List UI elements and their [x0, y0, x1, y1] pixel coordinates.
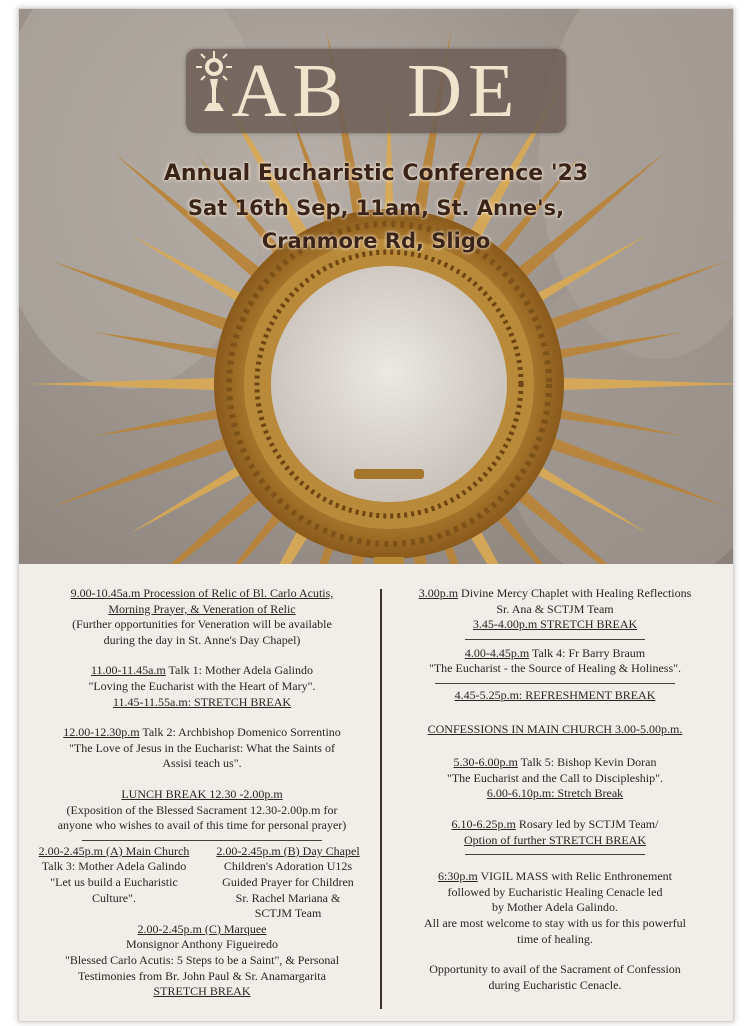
schedule-text	[385, 817, 725, 833]
schedule-text: Monsignor Anthony Figueiredo	[126, 937, 278, 952]
session-b	[199, 844, 377, 922]
section-divider	[465, 854, 645, 855]
schedule-text	[27, 663, 377, 679]
schedule-left-column	[27, 586, 377, 1000]
schedule-text	[385, 755, 725, 771]
column-divider	[380, 589, 382, 1009]
abide-logo	[186, 49, 566, 133]
schedule-item-talk-2	[27, 725, 377, 772]
schedule-time: 3.00p.m	[418, 586, 459, 600]
schedule-text: followed by Eucharistic Healing Cenacle led	[447, 884, 663, 899]
schedule-text: SCTJM Team	[254, 906, 322, 921]
schedule-time: 2.00-2.45p.m (B) Day Chapel	[216, 843, 360, 858]
schedule-text: Children's Adoration U12s	[223, 859, 353, 874]
monstrance-icon	[186, 49, 242, 113]
schedule-text: (Exposition of the Blessed Sacrament 12.30-2.00p.m for	[66, 802, 338, 817]
schedule-text: during the day in St. Anne's Day Chapel)	[103, 632, 301, 647]
schedule-title: Rosary led by SCTJM Team/	[515, 816, 659, 831]
schedule-title: Divine Mercy Chaplet with Healing Reflections	[458, 586, 692, 600]
schedule-panel	[19, 564, 733, 1021]
schedule-item-vigil-mass	[385, 869, 725, 947]
schedule-text: (Further opportunities for Veneration will be available	[72, 617, 332, 632]
schedule-text	[385, 586, 725, 602]
logo-wordmark	[186, 49, 566, 133]
schedule-text: anyone who wishes to avail of this time for personal prayer)	[57, 818, 347, 833]
schedule-text: "Loving the Eucharist with the Heart of Mary".	[88, 678, 316, 693]
schedule-item-talk-1	[27, 663, 377, 710]
schedule-time: 2.00-2.45p.m (C) Marquee	[137, 921, 267, 936]
schedule-break: LUNCH BREAK 12.30 -2.00p.m	[121, 786, 283, 801]
schedule-text: CONFESSIONS IN MAIN CHURCH 3.00-5.00p.m.	[427, 721, 683, 736]
schedule-title: VIGIL MASS with Relic Enthronement	[477, 869, 672, 884]
schedule-text	[385, 646, 725, 662]
conference-title: Annual Eucharistic Conference '23	[163, 161, 589, 186]
schedule-item-confessions	[385, 722, 725, 738]
schedule-item-rosary	[385, 817, 725, 855]
schedule-text	[27, 725, 377, 741]
schedule-item-talk-5	[385, 755, 725, 802]
schedule-text: time of healing.	[517, 931, 593, 946]
schedule-break: STRETCH BREAK	[153, 984, 251, 999]
conference-date-venue: Sat 16th Sep, 11am, St. Anne's,	[187, 196, 565, 220]
schedule-time: 11.00-11.45a.m	[90, 663, 166, 678]
schedule-time: 2.00-2.45p.m (A) Main Church	[38, 843, 190, 858]
schedule-item-confession-opportunity	[385, 962, 725, 993]
schedule-break: 6.00-6.10p.m: Stretch Break	[486, 786, 624, 801]
schedule-parallel-sessions	[27, 844, 377, 922]
schedule-text: "Blessed Carlo Acutis: 5 Steps to be a Saint", & Personal	[64, 952, 340, 967]
schedule-time: 4.00-4.45p.m	[464, 645, 530, 660]
schedule-item-divine-mercy	[385, 586, 725, 640]
conference-address: Cranmore Rd, Sligo	[261, 229, 491, 253]
schedule-break: 4.45-5.25p.m: REFRESHMENT BREAK	[454, 687, 656, 702]
schedule-text: Opportunity to avail of the Sacrament of Confession	[429, 962, 681, 977]
schedule-time: 5.30-6.00p.m	[453, 755, 518, 770]
schedule-time: 6.10-6.25p.m	[451, 816, 516, 831]
schedule-title: Talk 4: Fr Barry Braum	[529, 645, 646, 660]
schedule-text: during Eucharistic Cenacle.	[488, 977, 622, 992]
schedule-text: Guided Prayer for Children	[222, 874, 354, 889]
logo-right: DE	[407, 49, 521, 133]
schedule-text: by Mother Adela Galindo.	[492, 900, 618, 915]
schedule-item-lunch	[27, 787, 377, 841]
section-divider	[82, 840, 322, 841]
schedule-text: Morning Prayer, & Veneration of Relic	[108, 601, 296, 616]
schedule-text: "The Love of Jesus in the Eucharist: What the Saints of	[69, 740, 335, 755]
schedule-title: Talk 1: Mother Adela Galindo	[165, 663, 313, 678]
schedule-text: Culture".	[92, 890, 136, 905]
session-c	[27, 922, 377, 1000]
schedule-text: Sr. Rachel Mariana &	[235, 890, 341, 905]
schedule-time: 12.00-12.30p.m	[63, 725, 140, 740]
schedule-text: Sr. Ana & SCTJM Team	[496, 601, 614, 616]
schedule-break: 3.45-4.00p.m STRETCH BREAK	[472, 617, 638, 632]
schedule-text	[385, 869, 725, 885]
schedule-title: Talk 5: Bishop Kevin Doran	[517, 755, 657, 770]
session-a	[27, 844, 201, 906]
schedule-text: Testimonies from Br. John Paul & Sr. Anamargarita	[78, 968, 326, 983]
schedule-item-talk-4	[385, 646, 725, 684]
schedule-right-column	[385, 586, 725, 993]
schedule-text: "The Eucharist - the Source of Healing & Holiness".	[428, 661, 682, 676]
schedule-time: 6:30p.m	[438, 869, 478, 884]
schedule-text: "The Eucharist and the Call to Discipleship".	[446, 770, 664, 785]
schedule-text: 9.00-10.45a.m Procession of Relic of Bl. Carlo Acutis,	[70, 586, 334, 600]
schedule-text: "Let us build a Eucharistic	[50, 874, 178, 889]
schedule-text: Talk 3: Mother Adela Galindo	[41, 859, 187, 874]
schedule-item-refreshment	[385, 688, 725, 704]
schedule-text: All are most welcome to stay with us for this powerful	[424, 915, 686, 930]
schedule-title: Talk 2: Archbishop Domenico Sorrentino	[139, 725, 341, 740]
logo-left: AB	[231, 49, 350, 133]
schedule-text: Assisi teach us".	[162, 756, 242, 771]
conference-poster	[18, 8, 734, 1022]
section-divider	[435, 683, 675, 684]
schedule-break: Option of further STRETCH BREAK	[464, 832, 646, 847]
section-divider	[465, 639, 645, 640]
schedule-break: 11.45-11.55a.m: STRETCH BREAK	[112, 694, 292, 709]
hero-image	[19, 9, 733, 564]
schedule-item-procession	[27, 586, 377, 648]
monstrance-ray	[51, 429, 251, 507]
